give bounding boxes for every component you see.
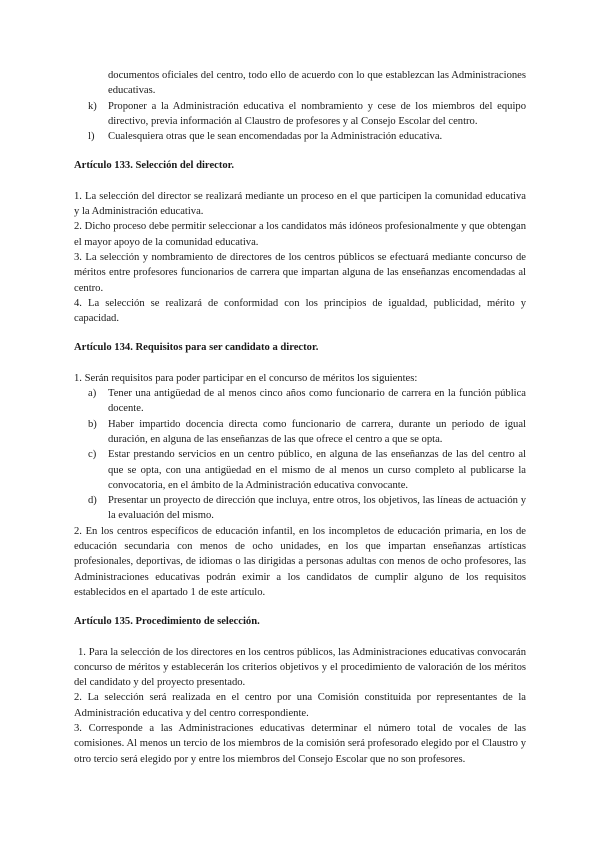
list-item-text: Presentar un proyecto de dirección que incluya, entre otros, los objetivos, las líneas de actuación y la evaluación del mismo. xyxy=(108,495,526,522)
art133-paragraph-4: 4. La selección se realizará de conformidad con los principios de igualdad, publicidad, mérito y capacidad. xyxy=(74,297,526,325)
article-135-heading: Artículo 135. Procedimiento de selección. xyxy=(74,616,260,628)
art135-paragraph-2: 2. La selección será realizada en el centro por una Comisión constituida por representantes de la Administración educativa y del centro correspondiente. xyxy=(74,692,526,719)
list-item-text: Haber impartido docencia directa como funcionario de carrera, durante un periodo de igual duración, en alguna de las enseñanzas de las que ofrece el centro a que se opta. xyxy=(108,418,526,445)
art133-paragraph-3: 3. La selección y nombramiento de directores de los centros públicos se efectuará mediante concurso de méritos entre profesores funcionarios de carrera que impartan alguna de las enseñanzas encomendadas al centro. xyxy=(74,251,526,294)
list-item-d xyxy=(74,493,526,524)
article-133-heading: Artículo 133. Selección del director. xyxy=(74,160,235,172)
list-marker: b) xyxy=(88,418,97,430)
art135-paragraph-3: 3. Corresponde a las Administraciones educativas determinar el número total de vocales de las comisiones. Al menos un tercio de los miembros de la comisión será profesorado elegido por el Claustro y otro tercio será elegido por y entre los miembros del Consejo Escolar que no son profesores. xyxy=(74,722,526,765)
art134-paragraph-2: 2. En los centros específicos de educación infantil, en los incompletos de educación primaria, en los de educación secundaria con menos de ocho unidades, en los que impartan enseñanzas artísticas profesionales, deportivas, de idiomas o las dirigidas a personas adultas con menos de ocho profesores, las Administraciones educativas podrán eximir a los candidatos de cumplir alguno de los requisitos establecidos en el apartado 1 de este artículo. xyxy=(74,525,526,598)
art133-paragraph-2: 2. Dicho proceso debe permitir seleccionar a los candidatos más idóneos profesionalmente y que obtengan el mayor apoyo de la comunidad educativa. xyxy=(74,221,526,248)
article-134-heading: Artículo 134. Requisitos para ser candidato a director. xyxy=(74,342,319,354)
list-marker: d) xyxy=(88,495,97,507)
list-item-l xyxy=(74,129,526,144)
art133-paragraph-1: 1. La selección del director se realizará mediante un proceso en el que participen la comunidad educativa y la Administración educativa. xyxy=(74,190,526,218)
art134-paragraph-1: 1. Serán requisitos para poder participar en el concurso de méritos los siguientes: xyxy=(74,372,418,384)
list-marker: a) xyxy=(88,388,97,400)
list-marker: l) xyxy=(88,131,95,143)
item-j-continuation: documentos oficiales del centro, todo ello de acuerdo con lo que establezcan las Administraciones educativas. xyxy=(108,70,526,97)
list-item-text: Cualesquiera otras que le sean encomendadas por la Administración educativa. xyxy=(108,131,443,143)
list-item-b xyxy=(74,417,526,448)
list-marker: k) xyxy=(88,100,97,112)
list-item-text: Estar prestando servicios en un centro público, en alguna de las enseñanzas de las del centro al que se opta, con una antigüedad en el mismo de al menos un curso completo al publicarse la convocatoria, en el ámbito de la Administración educativa convocante. xyxy=(108,449,526,491)
list-marker: c) xyxy=(88,449,97,461)
list-item-k xyxy=(74,99,526,130)
list-item-text: Proponer a la Administración educativa el nombramiento y cese de los miembros del equipo directivo, previa información al Claustro de profesores y al Consejo Escolar del centro. xyxy=(108,100,526,127)
list-item-a xyxy=(74,386,526,417)
list-item-c xyxy=(74,447,526,493)
art135-paragraph-1: 1. Para la selección de los directores en los centros públicos, las Administraciones educativas convocarán concurso de méritos y establecerán los criterios objetivos y el procedimiento de valoración de los méritos del candidato y del proyecto presentado. xyxy=(74,646,526,689)
list-item-text: Tener una antigüedad de al menos cinco años como funcionario de carrera en la función pública docente. xyxy=(108,388,526,415)
